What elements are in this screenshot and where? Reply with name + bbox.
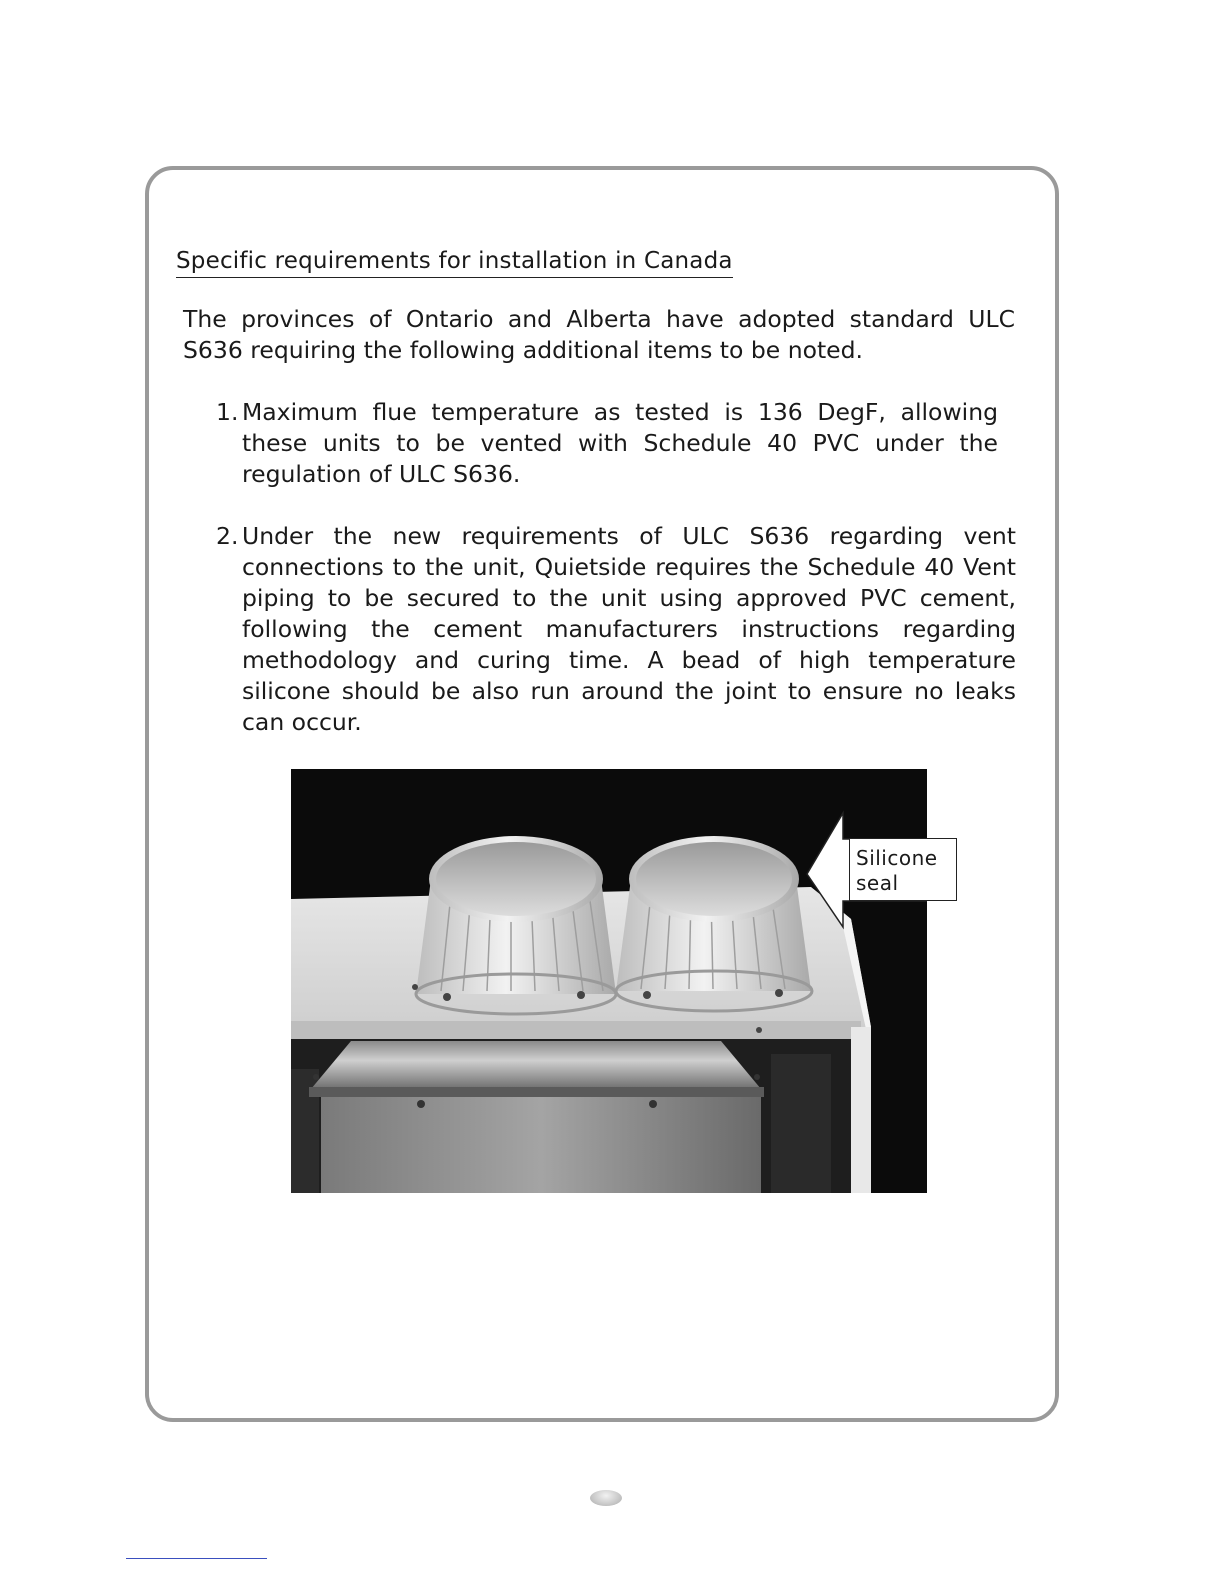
requirement-number: 2. bbox=[216, 522, 239, 550]
requirement-text: Under the new requirements of ULC S636 regarding vent connections to the unit, Quietside requires the Schedule 40 Vent piping to be secured to the unit using approved PVC cement, following the cement manufacturers instructions regarding methodology and curing time. A bead of high temperature silicone should be also run around the joint to ensure no leaks can occur. bbox=[242, 522, 1016, 736]
requirement-text: Maximum flue temperature as tested is 136 DegF, allowing these units to be vented with Schedule 40 PVC under the regulation of ULC S636. bbox=[242, 398, 998, 488]
requirement-item bbox=[216, 521, 1016, 738]
page-number-tab bbox=[590, 1490, 622, 1506]
callout-line: seal bbox=[856, 871, 899, 895]
section-heading: Specific requirements for installation in Canada bbox=[176, 248, 733, 278]
vent-collar-photo bbox=[291, 769, 927, 1193]
intro-paragraph: The provinces of Ontario and Alberta have adopted standard ULC S636 requiring the following additional items to be noted. bbox=[183, 305, 1015, 364]
requirement-item bbox=[216, 397, 998, 490]
silicone-seal-callout bbox=[849, 838, 957, 901]
footnote-rule bbox=[126, 1558, 267, 1559]
callout-line: Silicone bbox=[856, 846, 938, 870]
requirement-number: 1. bbox=[216, 398, 239, 426]
